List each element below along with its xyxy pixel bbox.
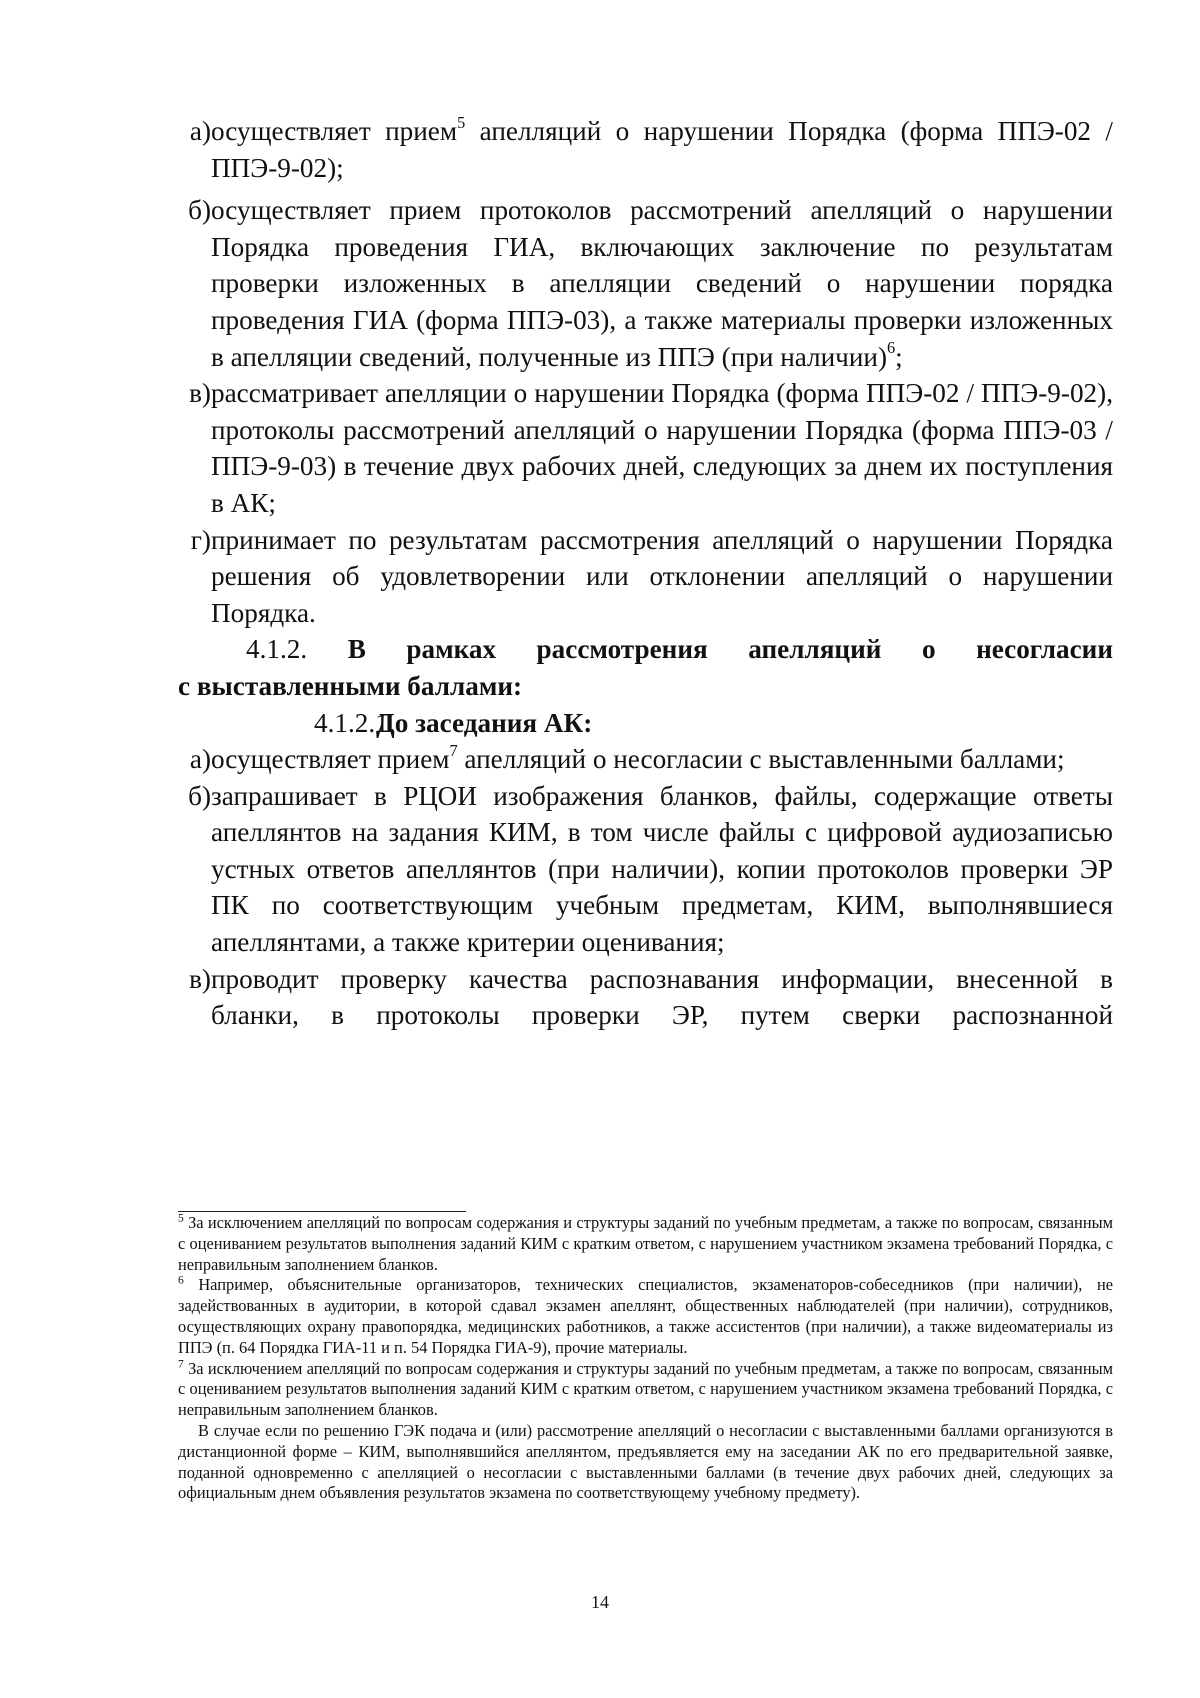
list-item-text	[211, 741, 1113, 778]
list-marker: в)	[189, 378, 211, 409]
list-item	[178, 522, 1113, 632]
section-title-continuation: с выставленными баллами:	[178, 670, 523, 701]
subsection-heading	[178, 705, 1113, 742]
footnote-text: За исключением апелляций по вопросам содержания и структуры заданий по учебным предметам, а также по вопросам, связанным с оцениванием результатов выполнения заданий КИМ с кратким ответом, с нарушением участником экзамена требований Порядка, с неправильным заполнением бланков.	[178, 1358, 1113, 1420]
list-item	[178, 375, 1113, 521]
list-item-text: запрашивает в РЦОИ изображения бланков, файлы, содержащие ответы апеллянтов на задания КИМ, в том числе файлы с цифровой аудиозаписью устных ответов апеллянтов (при наличии), копии протоколов проверки ЭР ПК по соответствующим учебным предметам, КИМ, выполнявшиеся апеллянтами, а также критерии оценивания;	[211, 780, 1113, 958]
list-item-text: рассматривает апелляции о нарушении Порядка (форма ППЭ-02 / ППЭ-9-02), протоколы рассмотрений апелляций о нарушении Порядка (форма ППЭ-03 / ППЭ-9-03) в течение двух рабочих дней, следующих за днем их поступления в АК;	[211, 378, 1113, 518]
main-text	[178, 113, 1113, 1034]
list-item-text: принимает по результатам рассмотрения апелляций о нарушении Порядка решения об удовлетворении или отклонении апелляций о нарушении Порядка.	[211, 524, 1113, 628]
section-number: 4.1.2.	[246, 634, 308, 665]
footnote-number: 5	[178, 1212, 184, 1225]
list-marker: г)	[190, 524, 211, 555]
section-title: В рамках рассмотрения апелляций о несогласии	[347, 634, 1113, 665]
footnote-ref: 6	[887, 338, 896, 358]
list-item	[178, 961, 1113, 1034]
footnote-text: Например, объяснительные организаторов, технических специалистов, экзаменаторов-собеседников (при наличии), не задействованных в аудитории, в которой сдавал экзамен апеллянт, общественных наблюдателей (при наличии), сотрудников, осуществляющих охрану правопорядка, медицинских работников, а также ассистентов (при наличии), а также видеоматериалы из ППЭ (п. 64 Порядка ГИА-11 и п. 54 Порядка ГИА-9), прочие материалы.	[178, 1275, 1114, 1357]
section-heading	[178, 631, 1113, 668]
footnote-ref: 5	[457, 112, 466, 132]
footnote-number: 6	[178, 1274, 184, 1287]
footnote-number: 7	[178, 1358, 184, 1371]
text: осуществляет прием	[211, 744, 450, 775]
list-item	[178, 778, 1113, 961]
footnote-separator	[178, 1211, 466, 1212]
list-marker: а)	[189, 744, 211, 775]
footnote-ref: 7	[449, 740, 458, 760]
subsection-title: До заседания АК:	[376, 707, 593, 738]
list-item-text: проводит проверку качества распознавания информации, внесенной в бланки, в протоколы проверки ЭР, путем сверки распознанной	[211, 963, 1113, 1031]
list-marker: б)	[188, 780, 211, 811]
page-number: 14	[591, 1592, 609, 1612]
list-marker: б)	[188, 195, 211, 226]
footnote	[178, 1359, 1113, 1421]
list-marker: а)	[189, 116, 211, 146]
footnote	[178, 1275, 1113, 1358]
list-item	[178, 192, 1113, 375]
text: апелляций о нарушении Порядка (форма ППЭ-02 / ППЭ-9-02);	[211, 116, 1113, 183]
subsection-number: 4.1.2.1.	[314, 707, 396, 738]
text: осуществляет прием	[211, 116, 458, 146]
footnote-paragraph: В случае если по решению ГЭК подача и (или) рассмотрение апелляций о несогласии с выставленными баллами организуются в дистанционной форме – КИМ, выполнявшийся апеллянтом, предъявляется ему на заседании АК по его предварительной заявке, поданной одновременно с апелляцией о несогласии с выставленными баллами (в течение двух рабочих дней, следующих за официальным днем объявления результатов экзамена по соответствующему учебному предмету).	[178, 1420, 1113, 1503]
list-item	[178, 741, 1113, 778]
footnote	[178, 1213, 1113, 1275]
footnotes	[178, 1213, 1113, 1504]
list-item	[178, 113, 1113, 186]
text: апелляций о несогласии с выставленными баллами;	[457, 744, 1065, 775]
footnote-text: За исключением апелляций по вопросам содержания и структуры заданий по учебным предметам, а также по вопросам, связанным с оцениванием результатов выполнения заданий КИМ с кратким ответом, с нарушением участником экзамена требований Порядка, с неправильным заполнением бланков.	[178, 1213, 1113, 1274]
list-item-text	[211, 192, 1113, 375]
list-item-text	[211, 113, 1113, 186]
text: осуществляет прием протоколов рассмотрений апелляций о нарушении Порядка проведения ГИА, включающих заключение по результатам проверки изложенных в апелляции сведений о нарушении порядка проведения ГИА (форма ППЭ-03), а также материалы проверки изложенных в апелляции сведений, полученные из ППЭ (при наличии)	[211, 195, 1113, 372]
text: ;	[895, 341, 903, 372]
list-marker: в)	[189, 963, 211, 994]
